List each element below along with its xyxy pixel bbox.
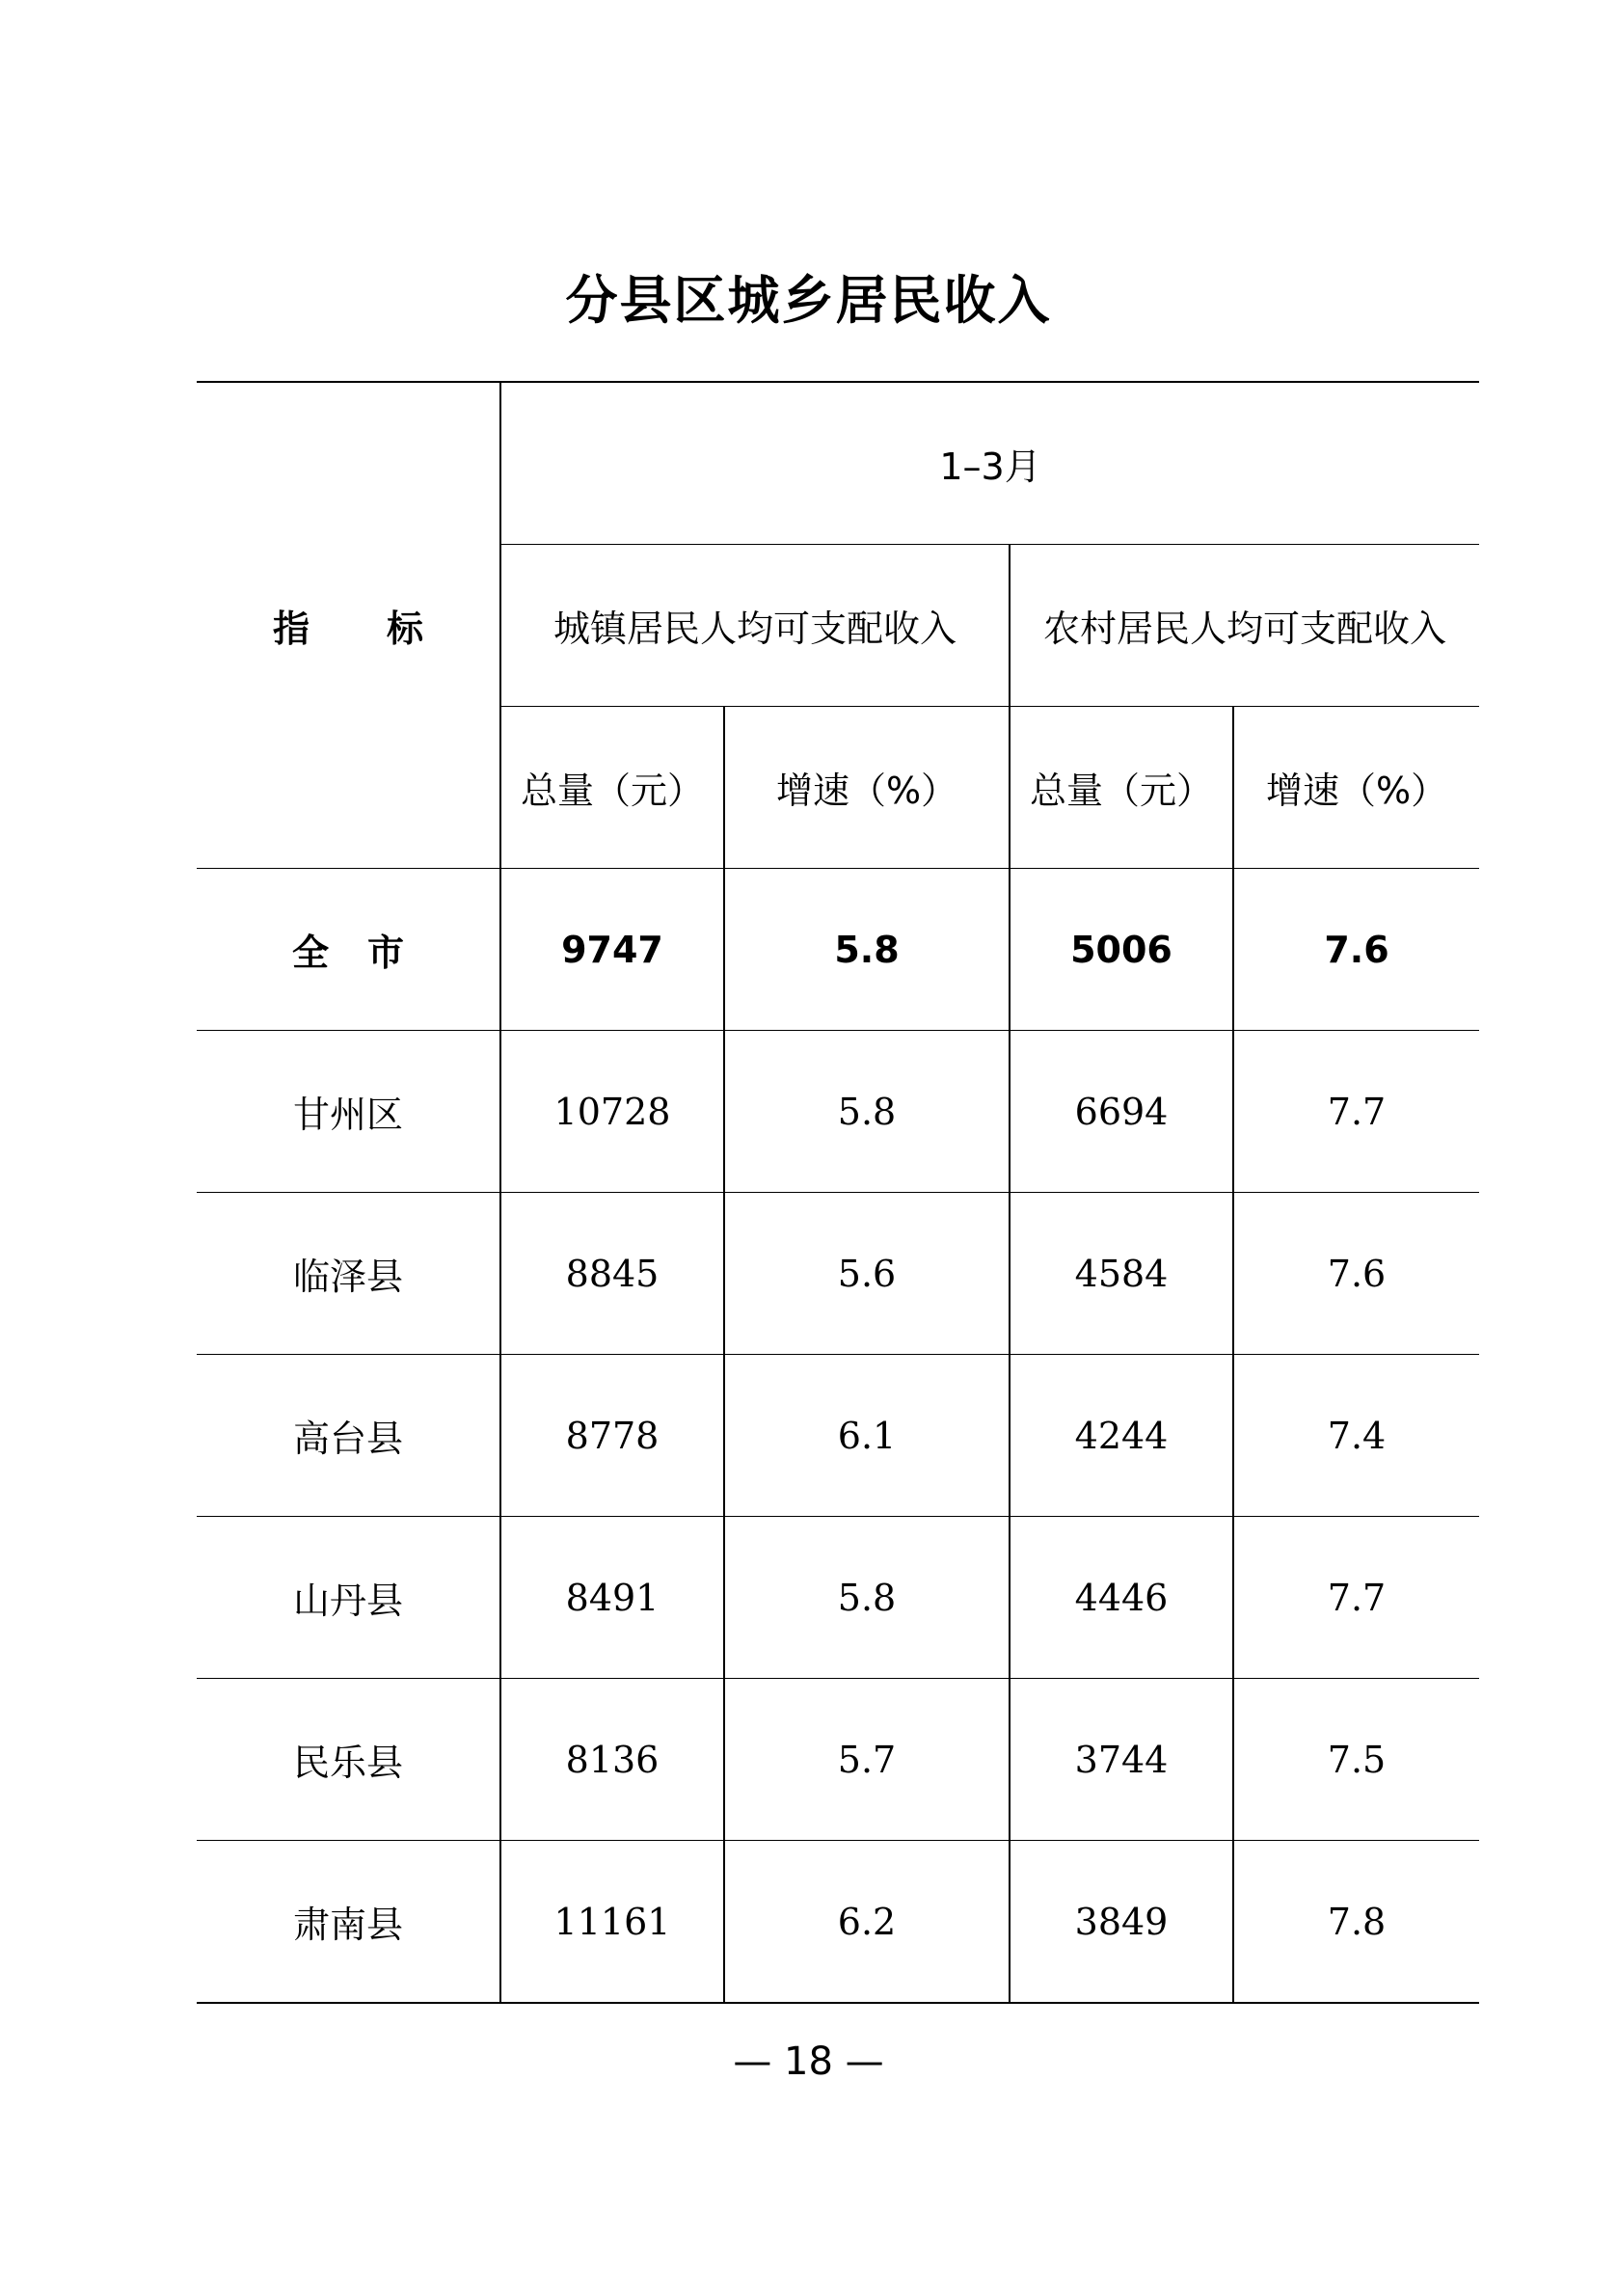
rural-total: 6694: [1010, 1031, 1233, 1193]
table-row: [197, 1031, 1479, 1193]
region-name: 山丹县: [197, 1517, 500, 1679]
table-row: [197, 1355, 1479, 1517]
urban-total: 10728: [500, 1031, 724, 1193]
urban-growth-header: 增速（%）: [724, 707, 1010, 869]
urban-growth: 6.2: [724, 1841, 1010, 2004]
table-row: [197, 1841, 1479, 2004]
urban-growth: 5.6: [724, 1193, 1010, 1355]
region-name: 临泽县: [197, 1193, 500, 1355]
urban-total: 8845: [500, 1193, 724, 1355]
urban-total: 9747: [500, 869, 724, 1031]
rural-growth: 7.6: [1233, 1193, 1479, 1355]
region-name-char-1: 全: [291, 932, 329, 974]
rural-growth: 7.5: [1233, 1679, 1479, 1841]
urban-group-header: 城镇居民人均可支配收入: [500, 545, 1010, 707]
region-name: 民乐县: [197, 1679, 500, 1841]
urban-total: 8136: [500, 1679, 724, 1841]
urban-total: 8491: [500, 1517, 724, 1679]
urban-growth: 5.8: [724, 1031, 1010, 1193]
rural-total: 5006: [1010, 869, 1233, 1031]
rural-total: 4446: [1010, 1517, 1233, 1679]
rural-growth: 7.6: [1233, 869, 1479, 1031]
urban-total: 11161: [500, 1841, 724, 2004]
income-table: [197, 381, 1479, 2004]
urban-growth: 6.1: [724, 1355, 1010, 1517]
indicator-header-char-2: 标: [387, 608, 424, 650]
rural-growth: 7.4: [1233, 1355, 1479, 1517]
rural-total: 4244: [1010, 1355, 1233, 1517]
urban-total-header: 总量（元）: [500, 707, 724, 869]
urban-growth: 5.8: [724, 1517, 1010, 1679]
region-name: 甘州区: [197, 1031, 500, 1193]
rural-growth: 7.7: [1233, 1031, 1479, 1193]
rural-total: 3849: [1010, 1841, 1233, 2004]
region-name-char-2: 市: [367, 932, 405, 974]
table-row: [197, 1517, 1479, 1679]
table-row: [197, 869, 1479, 1031]
table-row: [197, 1679, 1479, 1841]
region-name: [197, 869, 500, 1031]
rural-total: 4584: [1010, 1193, 1233, 1355]
page-number: — 18 —: [733, 2039, 884, 2084]
indicator-header: [197, 382, 500, 869]
region-name: 高台县: [197, 1355, 500, 1517]
rural-growth: 7.8: [1233, 1841, 1479, 2004]
urban-total: 8778: [500, 1355, 724, 1517]
header-row-period: [197, 382, 1479, 545]
indicator-header-char-1: 指: [272, 608, 310, 650]
region-name: 肃南县: [197, 1841, 500, 2004]
urban-growth: 5.8: [724, 869, 1010, 1031]
rural-total: 3744: [1010, 1679, 1233, 1841]
rural-growth-header: 增速（%）: [1233, 707, 1479, 869]
table-row: [197, 1193, 1479, 1355]
period-header: 1–3月: [500, 382, 1479, 545]
page-title: 分县区城乡居民收入: [565, 270, 1052, 331]
rural-group-header: 农村居民人均可支配收入: [1010, 545, 1479, 707]
urban-growth: 5.7: [724, 1679, 1010, 1841]
rural-total-header: 总量（元）: [1010, 707, 1233, 869]
rural-growth: 7.7: [1233, 1517, 1479, 1679]
